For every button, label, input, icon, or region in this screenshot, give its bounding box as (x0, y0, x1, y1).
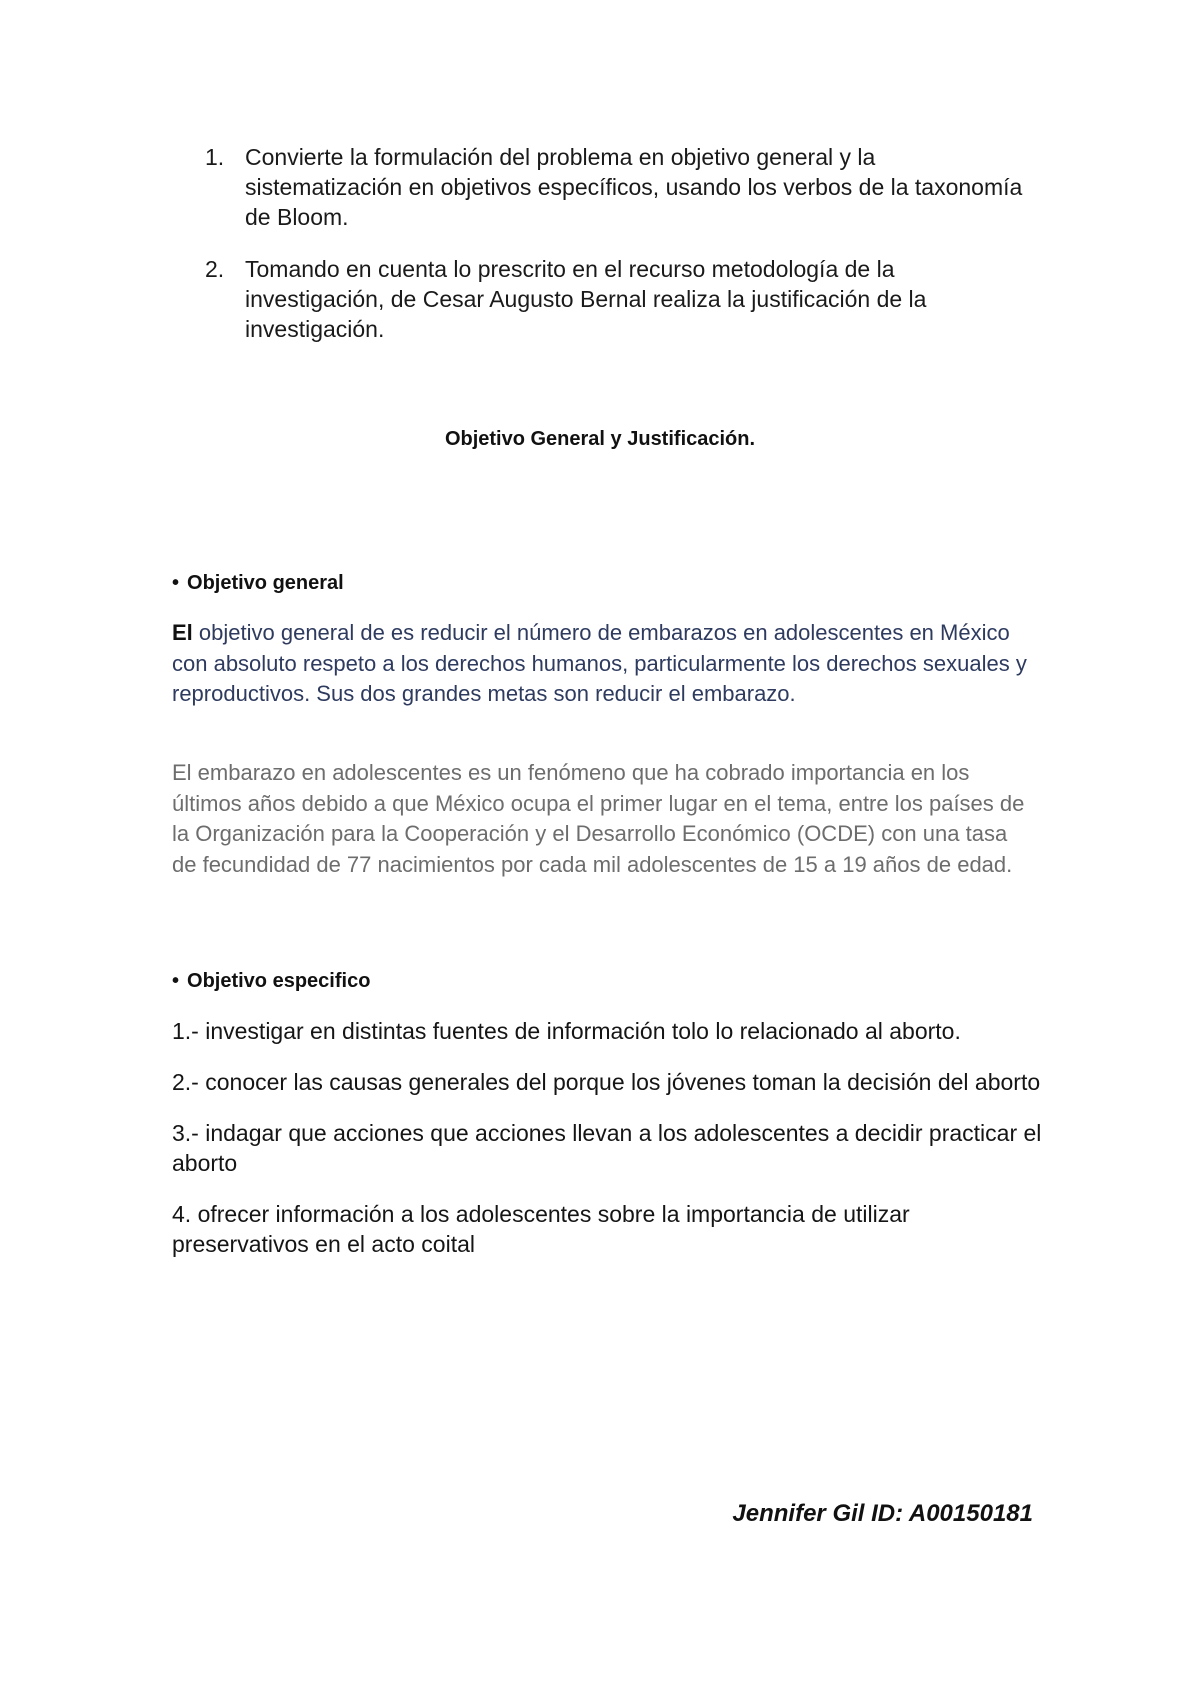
document-title: Objetivo General y Justificación. (444, 428, 756, 450)
author-signature: Jennifer Gil ID: A00150181 (732, 1500, 1033, 1527)
instruction-item (205, 254, 1035, 344)
section-heading-objetivo-especifico (172, 970, 370, 993)
paragraph-body: objetivo general de es reducir el número de embarazos en adolescentes en México con absoluto respeto a los derechos humanos, particularmente los derechos sexuales y reproductivos. Sus dos grandes metas son reducir el embarazo. (172, 620, 1027, 706)
section-heading-text: Objetivo general (187, 572, 344, 594)
instruction-text: Convierte la formulación del problema en objetivo general y la sistematización en objetivos específicos, usando los verbos de la taxonomía de Bloom. (245, 144, 1023, 230)
instruction-number: 1. (205, 144, 225, 170)
instruction-list (205, 142, 1035, 366)
bullet-icon: • (172, 572, 180, 594)
section-heading-objetivo-general (172, 572, 344, 595)
instruction-item (205, 142, 1035, 232)
specific-objective-item: 4. ofrecer información a los adolescentes sobre la importancia de utilizar preservativos en el acto coital (172, 1201, 910, 1257)
paragraph-lead-word: El (172, 620, 193, 645)
specific-objectives-list (172, 1016, 1042, 1280)
specific-objective-item: 2.- conocer las causas generales del porque los jóvenes toman la decisión del aborto (172, 1069, 1041, 1095)
bullet-icon: • (172, 970, 180, 992)
instruction-text: Tomando en cuenta lo prescrito en el recurso metodología de la investigación, de Cesar Augusto Bernal realiza la justificación de la investigación. (245, 256, 927, 342)
section-heading-text: Objetivo especifico (187, 970, 371, 992)
general-objective-paragraph (172, 618, 1032, 710)
instruction-number: 2. (205, 256, 225, 282)
specific-objective-item: 3.- indagar que acciones que acciones llevan a los adolescentes a decidir practicar el aborto (172, 1120, 1042, 1176)
specific-objective-item: 1.- investigar en distintas fuentes de información tolo lo relacionado al aborto. (172, 1018, 961, 1044)
justification-paragraph: El embarazo en adolescentes es un fenómeno que ha cobrado importancia en los últimos años debido a que México ocupa el primer lugar en el tema, entre los países de la Organización para la Cooperación y el Desarrollo Económico (OCDE) con una tasa de fecundidad de 77 nacimientos por cada mil adolescentes de 15 a 19 años de edad. (172, 760, 1025, 877)
